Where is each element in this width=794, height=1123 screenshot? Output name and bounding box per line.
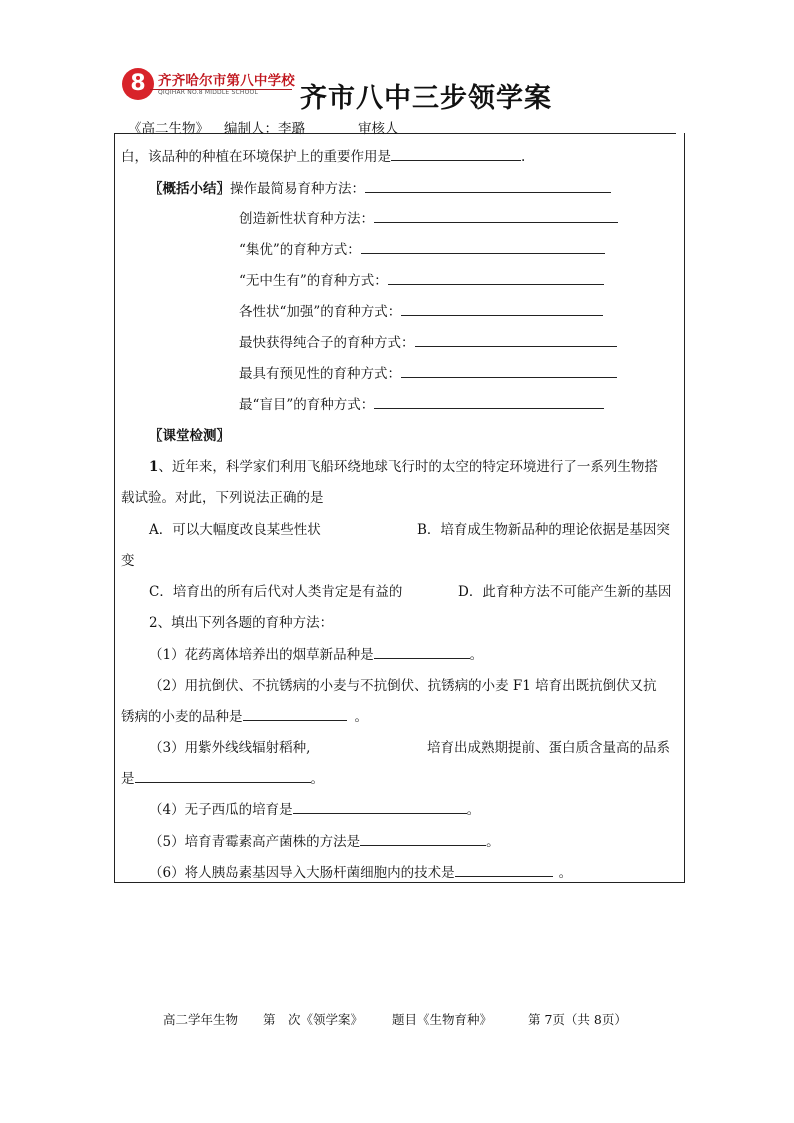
sub-question-1 bbox=[149, 643, 483, 663]
summary-line-8 bbox=[239, 393, 604, 413]
summary-item-label: “无中生有”的育种方式： bbox=[239, 273, 388, 289]
footer-times: 第 次《领学案》 bbox=[263, 1012, 364, 1027]
editor-label: 编制人：李璐 bbox=[224, 121, 305, 137]
sub-question-3-line-1: （3）用紫外线线辐射稻种, bbox=[149, 740, 311, 756]
answer-blank[interactable] bbox=[391, 148, 521, 161]
sub-question-end: 。 bbox=[469, 647, 484, 663]
sub-question-text: （4）无子西瓜的培育是 bbox=[149, 802, 293, 818]
sub-question-2-line-1: （2）用抗倒伏、不抗锈病的小麦与不抗倒伏、抗锈病的小麦 F1 培育出既抗倒伏又抗 bbox=[149, 678, 657, 694]
summary-line-4 bbox=[239, 269, 604, 289]
sub-question-3-line-2 bbox=[121, 767, 324, 787]
sub-question-text: 是 bbox=[121, 771, 135, 787]
course-label: 《高二生物》 bbox=[128, 121, 209, 137]
answer-blank[interactable] bbox=[365, 180, 611, 193]
page-title: 齐市八中三步领学案 bbox=[300, 83, 552, 114]
footer-topic: 题目《生物育种》 bbox=[392, 1012, 493, 1027]
footer-page-number: 第 7页（共 8页） bbox=[528, 1012, 627, 1027]
sub-question-text: （6）将人胰岛素基因导入大肠杆菌细胞内的技术是 bbox=[149, 865, 455, 881]
answer-blank[interactable] bbox=[374, 210, 618, 223]
sub-question-end: 。 bbox=[310, 771, 324, 787]
summary-item-label: 最具有预见性的育种方式： bbox=[239, 366, 401, 382]
logo-underline bbox=[150, 89, 292, 90]
answer-blank[interactable] bbox=[374, 396, 604, 409]
intro-line bbox=[121, 145, 525, 165]
answer-blank[interactable] bbox=[243, 708, 347, 721]
summary-item-label: 最快获得纯合子的育种方式： bbox=[239, 335, 415, 351]
worksheet-box bbox=[114, 133, 685, 883]
question-1-line-2: 载试验。对此，下列说法正确的是 bbox=[121, 490, 324, 506]
question-2: 2、填出下列各题的育种方法： bbox=[149, 615, 334, 631]
question-1-line-1 bbox=[149, 455, 658, 475]
sub-question-end: 。 bbox=[486, 834, 500, 850]
question-text: 、近年来，科学家们利用飞船环绕地球飞行时的太空的特定环境进行了一系列生物搭 bbox=[158, 459, 658, 475]
summary-line-3 bbox=[239, 238, 605, 258]
school-name-cn: 齐齐哈尔市第八中学校 bbox=[158, 73, 295, 89]
answer-blank[interactable] bbox=[360, 833, 486, 846]
answer-blank[interactable] bbox=[401, 365, 617, 378]
option-a[interactable]: A．可以大幅度改良某些性状 bbox=[149, 522, 321, 538]
sub-question-text: （5）培育青霉素高产菌株的方法是 bbox=[149, 834, 361, 850]
answer-blank[interactable] bbox=[374, 646, 470, 659]
reviewer-label: 审核人 bbox=[358, 121, 399, 137]
answer-blank[interactable] bbox=[415, 334, 617, 347]
option-c[interactable]: C．培育出的所有后代对人类肯定是有益的 bbox=[149, 584, 403, 600]
school-name-en: QIQIHAR NO.8 MIDDLE SCHOOL bbox=[158, 89, 259, 96]
option-b[interactable]: B．培育成生物新品种的理论依据是基因突 bbox=[417, 522, 670, 538]
sub-question-5 bbox=[149, 830, 500, 850]
summary-item-label: 最“盲目”的育种方式： bbox=[239, 397, 375, 413]
summary-heading: 〖概括小结〗 bbox=[149, 181, 230, 197]
school-logo bbox=[122, 68, 300, 102]
sub-question-end: 。 bbox=[354, 709, 368, 725]
summary-line-6 bbox=[239, 331, 617, 351]
summary-line-1 bbox=[149, 177, 611, 197]
sub-question-3-line-1b: 培育出成熟期提前、蛋白质含量高的品系 bbox=[427, 740, 670, 756]
answer-blank[interactable] bbox=[293, 801, 467, 814]
answer-blank[interactable] bbox=[455, 864, 553, 877]
sub-question-text: （1）花药离体培养出的烟草新品种是 bbox=[149, 647, 374, 663]
option-d[interactable]: D．此育种方法不可能产生新的基因 bbox=[458, 584, 672, 600]
sub-question-4 bbox=[149, 798, 480, 818]
question-number: 1 bbox=[149, 459, 159, 475]
summary-line-2 bbox=[239, 207, 618, 227]
summary-line-5 bbox=[239, 300, 603, 320]
answer-blank[interactable] bbox=[135, 770, 311, 783]
intro-text: 白，该品种的种植在环境保护上的重要作用是 bbox=[121, 149, 391, 165]
summary-item-label: “集优”的育种方式： bbox=[239, 242, 361, 258]
footer-grade: 高二学年生物 bbox=[163, 1012, 239, 1027]
summary-line-7 bbox=[239, 362, 617, 382]
summary-item-label: 创造新性状育种方法： bbox=[239, 211, 374, 227]
sub-question-2-line-2 bbox=[121, 705, 368, 725]
check-heading: 〖课堂检测〗 bbox=[149, 428, 230, 444]
sub-question-end: 。 bbox=[558, 865, 573, 881]
sub-question-end: 。 bbox=[466, 802, 481, 818]
intro-end: . bbox=[521, 149, 526, 165]
sub-question-text: 锈病的小麦的品种是 bbox=[121, 709, 243, 725]
summary-item-label: 各性状“加强”的育种方式： bbox=[239, 304, 402, 320]
option-b-continued: 变 bbox=[121, 553, 135, 569]
logo-emblem: 8 bbox=[122, 68, 154, 100]
answer-blank[interactable] bbox=[401, 303, 603, 316]
sub-question-6 bbox=[149, 861, 572, 881]
summary-item-label: 操作最简易育种方法： bbox=[230, 181, 365, 197]
answer-blank[interactable] bbox=[388, 272, 604, 285]
answer-blank[interactable] bbox=[361, 241, 605, 254]
